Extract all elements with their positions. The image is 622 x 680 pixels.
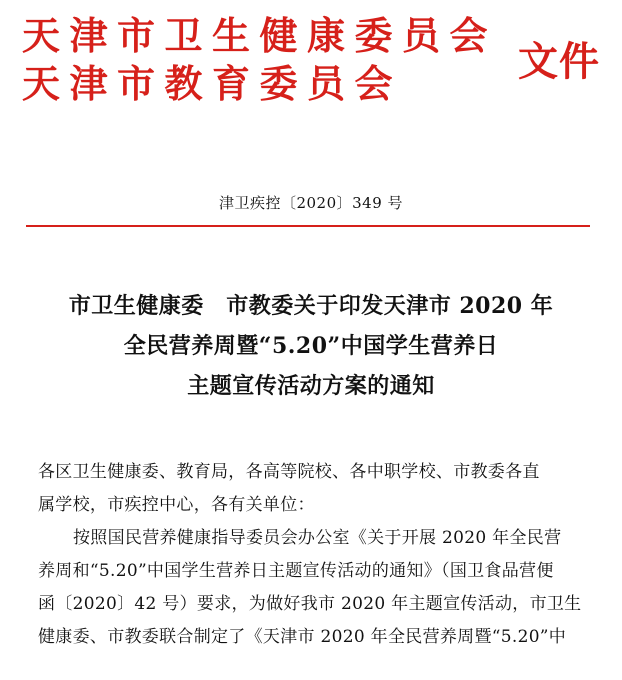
red-masthead — [22, 14, 612, 114]
issuer-health-commission: 天津市卫生健康委员会 — [22, 13, 498, 58]
addressee-line: 属学校，市疾控中心，各有关单位： — [38, 495, 315, 515]
red-divider-line — [26, 225, 590, 227]
title-line: 主题宣传活动方案的通知 — [187, 373, 435, 399]
body-paragraph-line: 函〔2020〕42 号）要求，为做好我市 2020 年主题宣传活动，市卫生 — [38, 594, 582, 614]
document-title — [0, 286, 622, 406]
title-line: 全民营养周暨“5.20”中国学生营养日 — [123, 333, 499, 359]
addressee-line: 各区卫生健康委、教育局，各高等院校、各中职学校、市教委各直 — [38, 462, 540, 482]
document-body — [38, 456, 598, 654]
body-paragraph-line: 养周和“5.20”中国学生营养日主题宣传活动的通知》（国卫食品营便 — [38, 561, 554, 581]
body-paragraph-line: 健康委、市教委联合制定了《天津市 2020 年全民营养周暨“5.20”中 — [38, 627, 567, 647]
body-paragraph-line: 按照国民营养健康指导委员会办公室《关于开展 2020 年全民营 — [73, 528, 562, 548]
document-number: 津卫疾控〔2020〕349 号 — [218, 194, 404, 212]
title-line: 市卫生健康委 市教委关于印发天津市 2020 年 — [68, 293, 554, 319]
issuer-education-commission: 天津市教育委员会 — [22, 61, 403, 106]
document-suffix: 文件 — [518, 38, 600, 85]
